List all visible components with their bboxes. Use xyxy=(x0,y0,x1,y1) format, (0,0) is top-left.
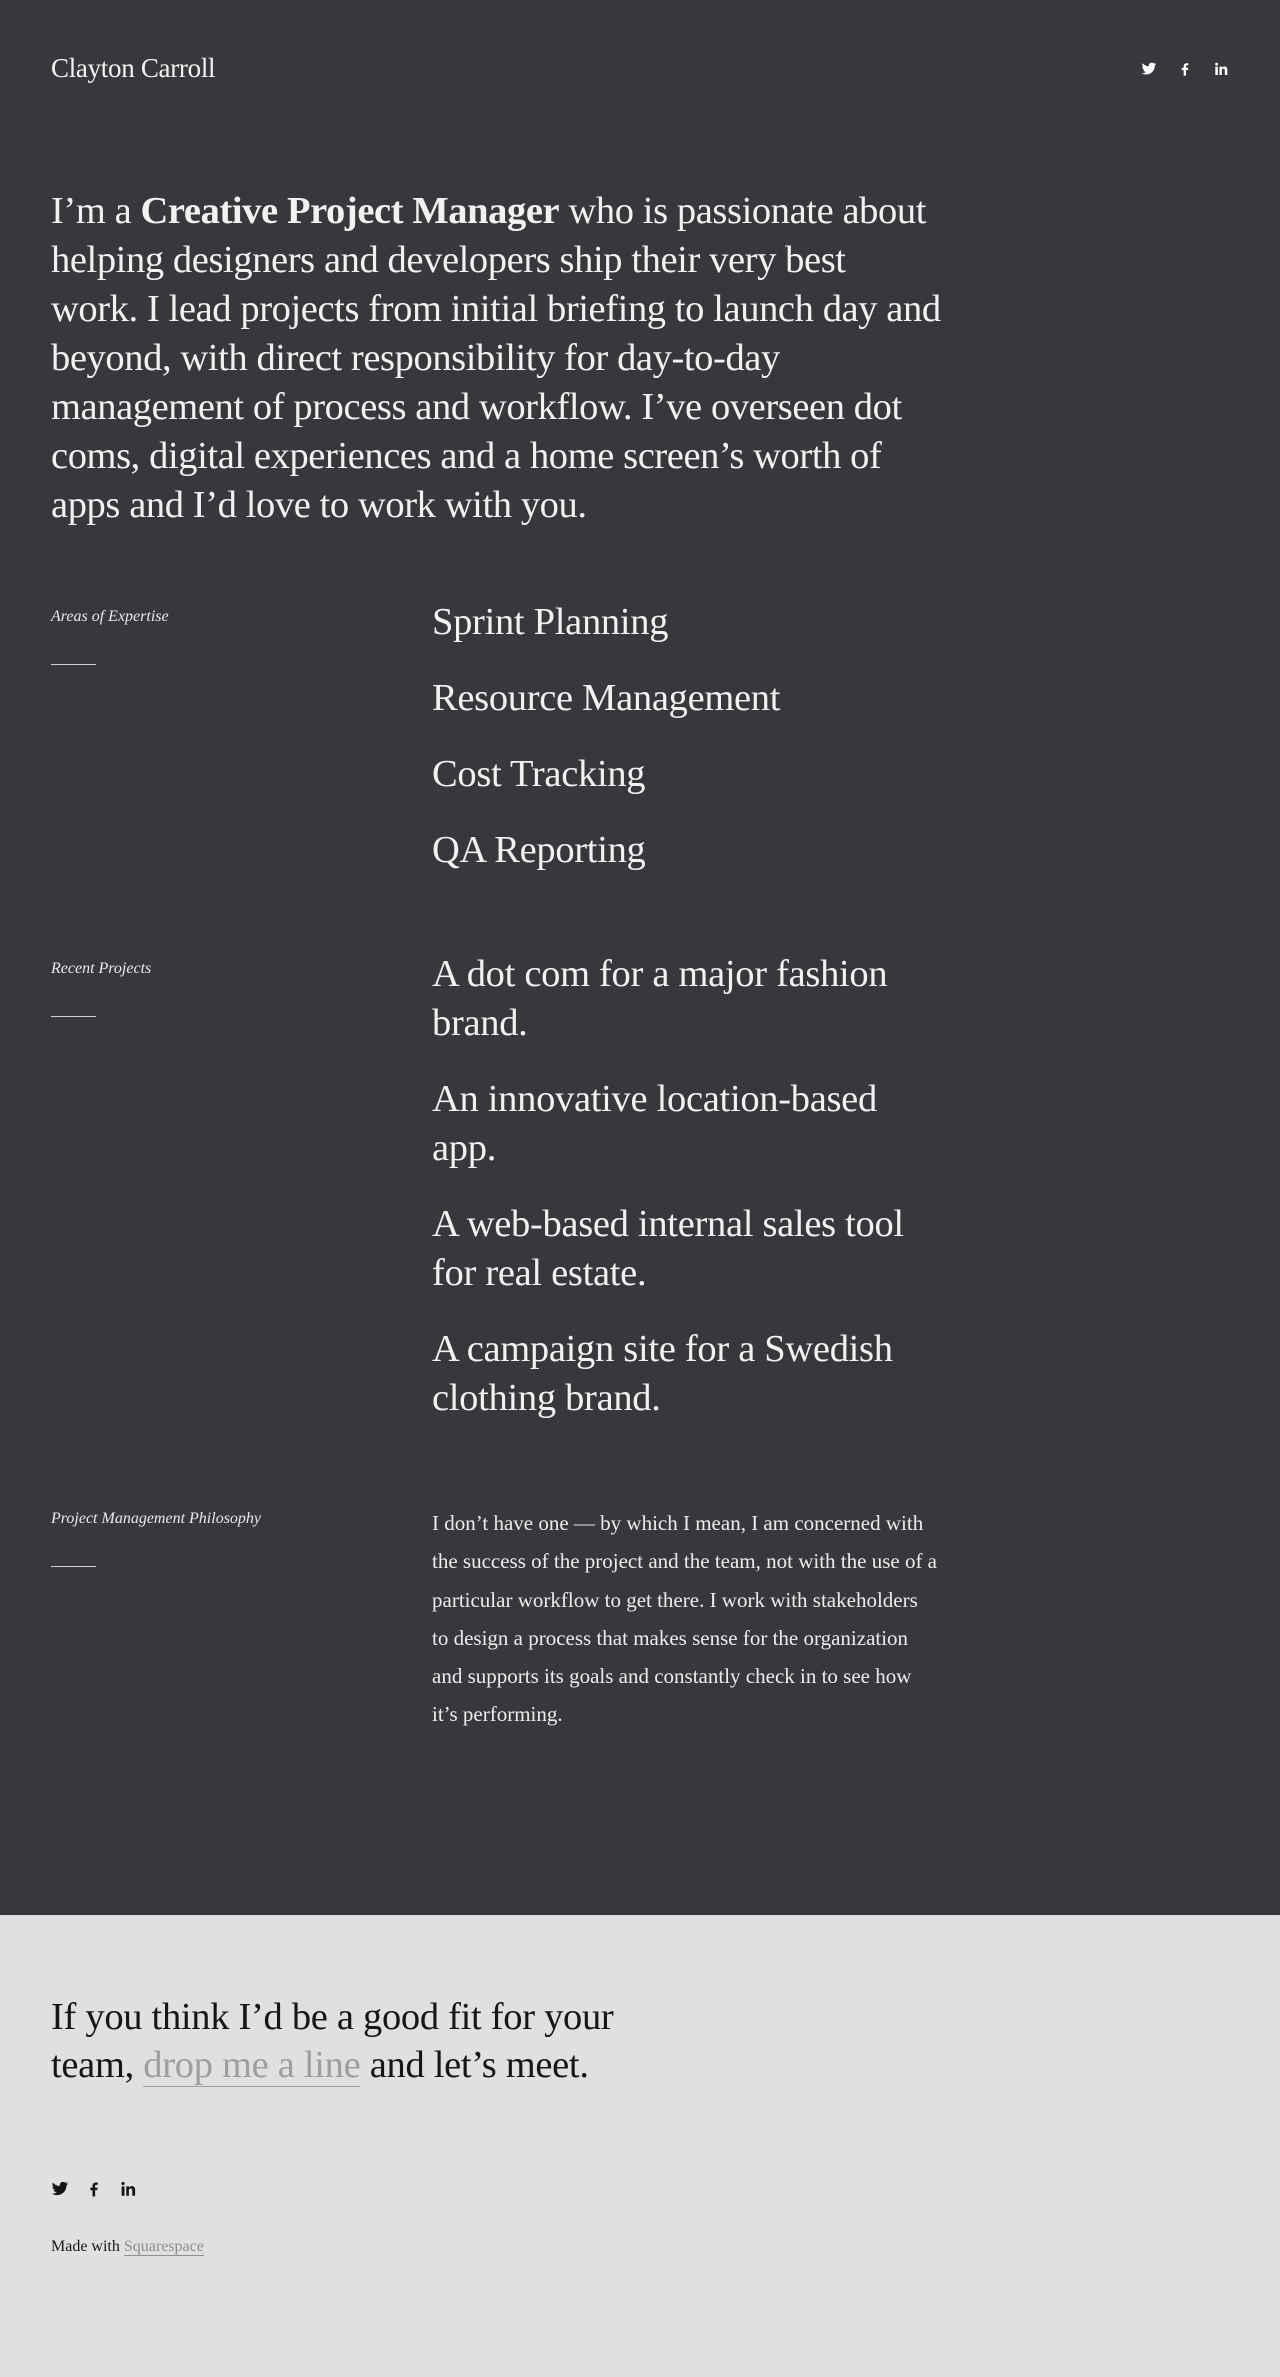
expertise-section xyxy=(51,601,1229,902)
intro-paragraph xyxy=(51,187,941,530)
twitter-icon[interactable] xyxy=(1141,61,1157,77)
philosophy-section xyxy=(51,1510,1229,1734)
expertise-list xyxy=(432,598,937,902)
project-item: A web-based internal sales tool for real estate. xyxy=(432,1203,904,1294)
intro-suffix: who is passionate about helping designers and developers ship their very best work. I lead projects from initial briefing to launch day and beyond, with direct responsibility for day-to-day management of process and workflow. I’ve overseen dot coms, digital experiences and a home screen’s worth of apps and I’d love to work with you. xyxy=(51,190,941,526)
projects-list xyxy=(432,950,937,1450)
projects-section xyxy=(51,953,1229,1450)
philosophy-content xyxy=(432,1504,937,1734)
footer-social xyxy=(51,2180,1229,2198)
twitter-icon[interactable] xyxy=(51,2180,69,2198)
site-title[interactable]: Clayton Carroll xyxy=(51,53,216,83)
philosophy-label-block xyxy=(51,1510,432,1734)
cta-suffix: and let’s meet. xyxy=(360,2044,589,2086)
philosophy-label: Project Management Philosophy xyxy=(51,1510,262,1527)
expertise-item: QA Reporting xyxy=(432,829,646,871)
expertise-item: Sprint Planning xyxy=(432,601,669,643)
site-header xyxy=(51,0,1229,137)
contact-section xyxy=(0,1915,1280,2377)
squarespace-link[interactable]: Squarespace xyxy=(123,2238,204,2255)
cta-prefix: If you think I’d be a good fit for your team, xyxy=(51,1996,614,2086)
projects-label-block xyxy=(51,960,432,1450)
cta-text xyxy=(51,1993,691,2089)
divider xyxy=(51,1566,96,1567)
intro-highlight: Creative Project Manager xyxy=(140,190,560,232)
facebook-icon[interactable] xyxy=(85,2180,103,2198)
linkedin-icon[interactable] xyxy=(119,2180,137,2198)
expertise-item: Resource Management xyxy=(432,677,781,719)
philosophy-text: I don’t have one — by which I mean, I am concerned with the success of the project and the team, not with the use of a particular workflow to get there. I work with stakeholders to design a process that makes sense for the organization and supports its goals and constantly check in to see how it’s performing. xyxy=(432,1511,938,1727)
contact-link[interactable]: drop me a line xyxy=(143,2044,361,2086)
projects-label: Recent Projects xyxy=(51,960,152,977)
header-social xyxy=(1141,61,1229,77)
expertise-label-block xyxy=(51,608,432,902)
project-item: A dot com for a major fashion brand. xyxy=(432,953,888,1044)
made-with-text: Made with xyxy=(51,2238,124,2255)
project-item: A campaign site for a Swedish clothing brand. xyxy=(432,1328,893,1419)
made-with xyxy=(51,2238,1229,2256)
expertise-item: Cost Tracking xyxy=(432,753,646,795)
intro-prefix: I’m a xyxy=(51,190,141,232)
linkedin-icon[interactable] xyxy=(1213,61,1229,77)
facebook-icon[interactable] xyxy=(1177,61,1193,77)
divider xyxy=(51,1016,96,1017)
divider xyxy=(51,664,96,665)
project-item: An innovative location-based app. xyxy=(432,1078,877,1169)
expertise-label: Areas of Expertise xyxy=(51,608,169,625)
